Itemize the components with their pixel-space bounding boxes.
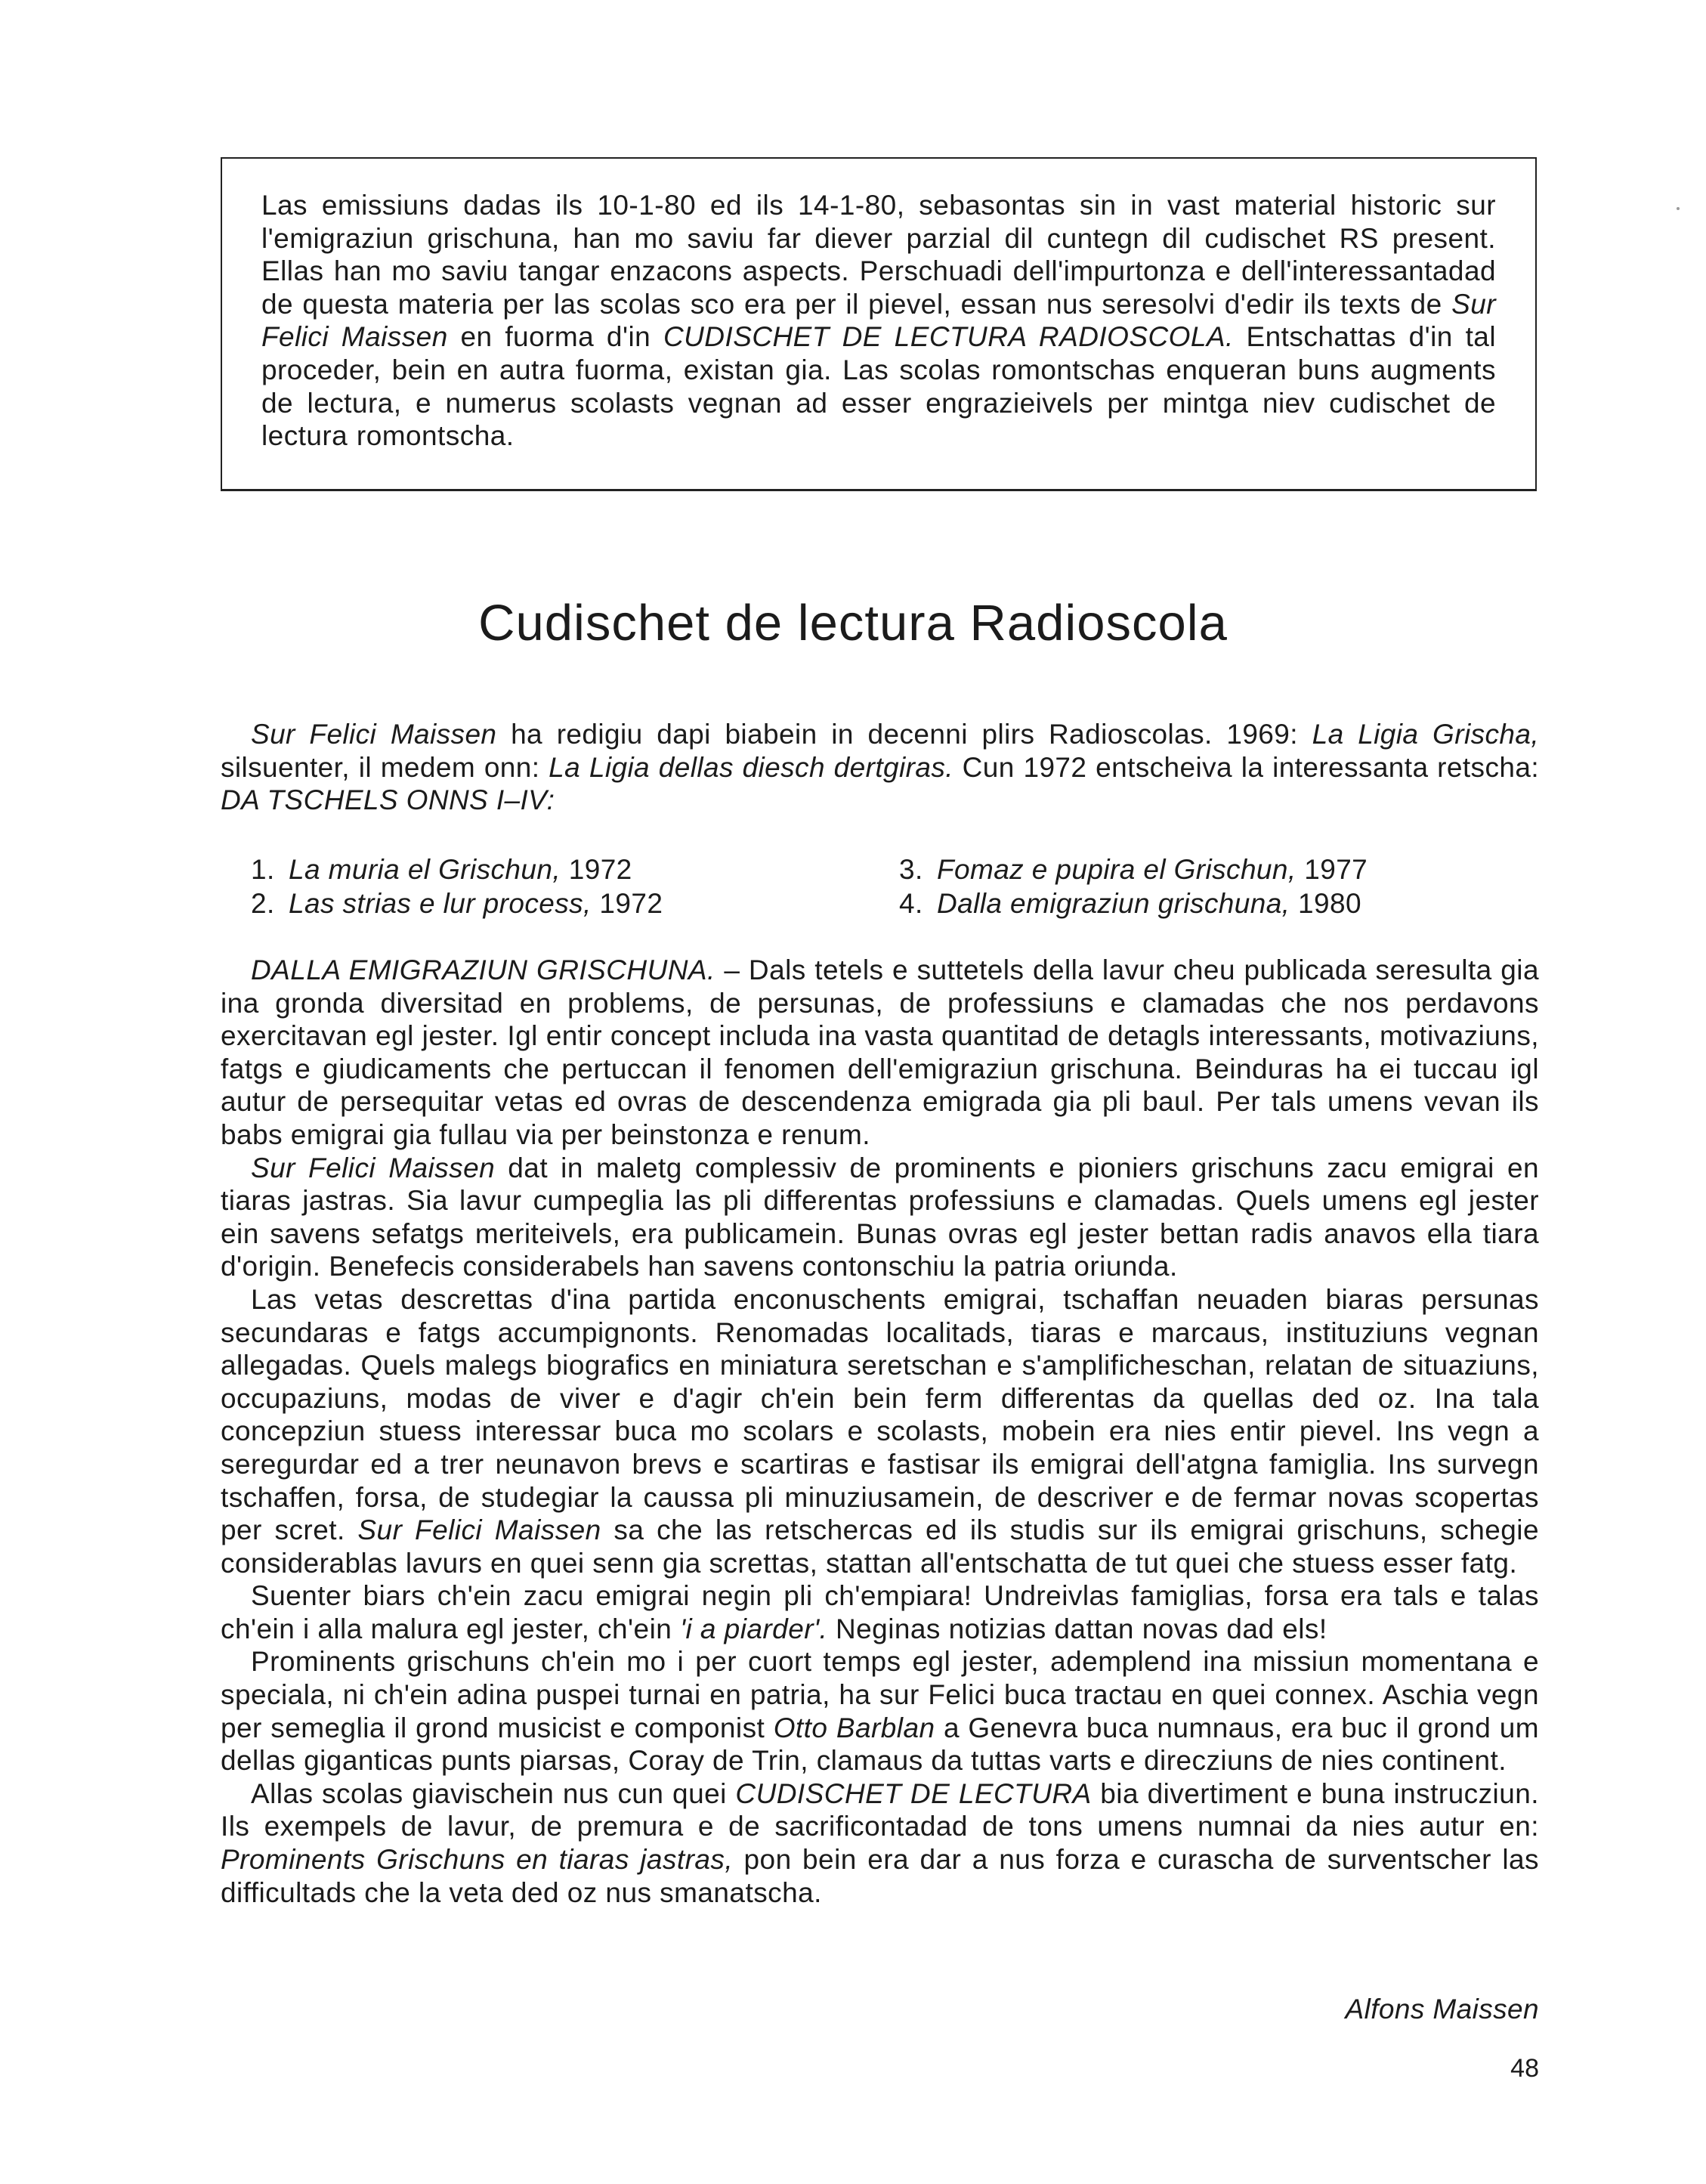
paragraph: DALLA EMIGRAZIUN GRISCHUNA. – Dals tetels e suttetels della lavur cheu publicada seresulta gia ina gronda diversitad en problems, de persunas, de professiuns e clamadas che nos perdavons exercitavan egl jester. Igl entir concept includa ina vasta quantitad de detagls interessants, motivaziuns, fatgs e giudicaments che pertuccan il fenomen dell'emigraziun grischuna. Beinduras ha ei tuccau igl autur de persequitar vetas ed ovras de descendenza emigrada gia pli baul. Per tals umens vevan ils babs emigrai gia fullau via per beinstonza e renum.	[221, 954, 1539, 1150]
intro-box	[221, 157, 1537, 491]
lead-paragraph: Sur Felici Maissen ha redigiu dapi biabein in decenni plirs Radioscolas. 1969: La Ligia Grischa, silsuenter, il medem onn: La Ligia dellas diesch dertgiras. Cun 1972 entscheiva la interessanta retscha: DA TSCHELS ONNS I–IV:	[221, 719, 1539, 816]
scan-speck	[1677, 207, 1680, 210]
paragraph: Sur Felici Maissen dat in maletg complessiv de prominents e pioniers grischuns zacu emigrai en tiaras jastras. Sia lavur cumpeglia las pli differentas professiuns e clamadas. Quels umens egl jester ein savens sefatgs meriteivels, era publicamein. Bunas ovras egl jester bettan radis anavos ella tiara d'origin. Benefecis considerabels han savens contonschiu la patria oriunda.	[221, 1152, 1539, 1282]
list-item: 1. La muria el Grischun, 1972	[251, 854, 632, 885]
series-list-left	[251, 852, 663, 920]
paragraph: Prominents grischuns ch'ein mo i per cuort temps egl jester, ademplend ina missiun momentana e speciala, ni ch'ein adina puspei turnai en patria, ha sur Felici buca tractau en quei connex. Aschia vegn per semeglia il grond musicist e componist Otto Barblan a Genevra buca numnaus, era buc il grond um dellas giganticas punts piarsas, Coray de Trin, clamaus da tuttas varts e direcziuns de nies continent.	[221, 1646, 1539, 1777]
list-item: 4. Dalla emigraziun grischuna, 1980	[899, 888, 1361, 919]
paragraph: Allas scolas giavischein nus cun quei CUDISCHET DE LECTURA bia divertiment e buna instrucziun. Ils exempels de lavur, de premura e de sacrificontadad de tons umens numnai da nies autur en: Prominents Grischuns en tiaras jastras, pon bein era dar a nus forza e curascha de surventscher las difficultads che la veta ded oz nus smanatscha.	[221, 1777, 1539, 1908]
page-number: 48	[1510, 2054, 1539, 2083]
series-list-right	[899, 852, 1368, 920]
intro-author: Sur Felici Maissen	[261, 288, 1496, 353]
intro-title: CUDISCHET DE LECTURA RADIOSCOLA.	[663, 321, 1234, 353]
paragraph: Las vetas descrettas d'ina partida enconuschents emigrai, tschaffan neuaden biaras persunas secundaras e fatgs accumpignonts. Renomadas localitads, tiaras e marcaus, instituziuns vegnan allegadas. Quels malegs biografics en miniatura seretschan e s'amplificheschan, relatan de situaziuns, occupaziuns, modas de viver e d'agir ch'ein bein ferm differentas da quellas ded oz. Ina tala concepziun stuess interessar buca mo scolars e scolasts, mobein era nies entir pievel. Ins vegn a seregurdar ed a trer neunavon brevs e scartiras e fastisar ils emigrai dell'atgna famiglia. Ins survegn tschaffen, forsa, de studegiar la caussa pli minuziusamein, de descriver e de fermar novas scopertas per scret. Sur Felici Maissen sa che las retschercas ed ils studis sur ils emigrai grischuns, schegie considerablas lavurs en quei senn gia screttas, stattan all'entschatta de tut quei che stuess esser fatg.	[221, 1283, 1540, 1579]
page-title: Cudischet de lectura Radioscola	[478, 595, 1228, 651]
list-item: 3. Fomaz e pupira el Grischun, 1977	[899, 854, 1368, 885]
body-text	[221, 954, 1539, 1909]
intro-paragraph: Las emissiuns dadas ils 10-1-80 ed ils 14-1-80, sebasontas sin in vast material historic sur l'emigraziun grischuna, han mo saviu far diever parzial dil cuntegn dil cudischet RS present. Ellas han mo saviu tangar enzacons aspects. Perschuadi dell'impurtonza e dell'interessantadad de questa materia per las scolas sco era per il pievel, essan nus seresolvi d'edir ils texts de Sur Felici Maissen en fuorma d'in CUDISCHET DE LECTURA RADIOSCOLA. Entschattas d'in tal proceder, bein en autra fuorma, existan gia. Las scolas romontschas enqueran buns augments de lectura, e numerus scolasts vegnan ad esser engrazieivels per mintga niev cudischet de lectura romontscha.	[261, 190, 1497, 452]
paragraph: Suenter biars ch'ein zacu emigrai negin pli ch'empiara! Undreivlas famiglias, forsa era tals e talas ch'ein i alla malura egl jester, ch'ein 'i a piarder'. Neginas notizias dattan novas dad els!	[221, 1580, 1539, 1644]
signature: Alfons Maissen	[1345, 1994, 1539, 2025]
list-item: 2. Las strias e lur process, 1972	[251, 888, 663, 919]
